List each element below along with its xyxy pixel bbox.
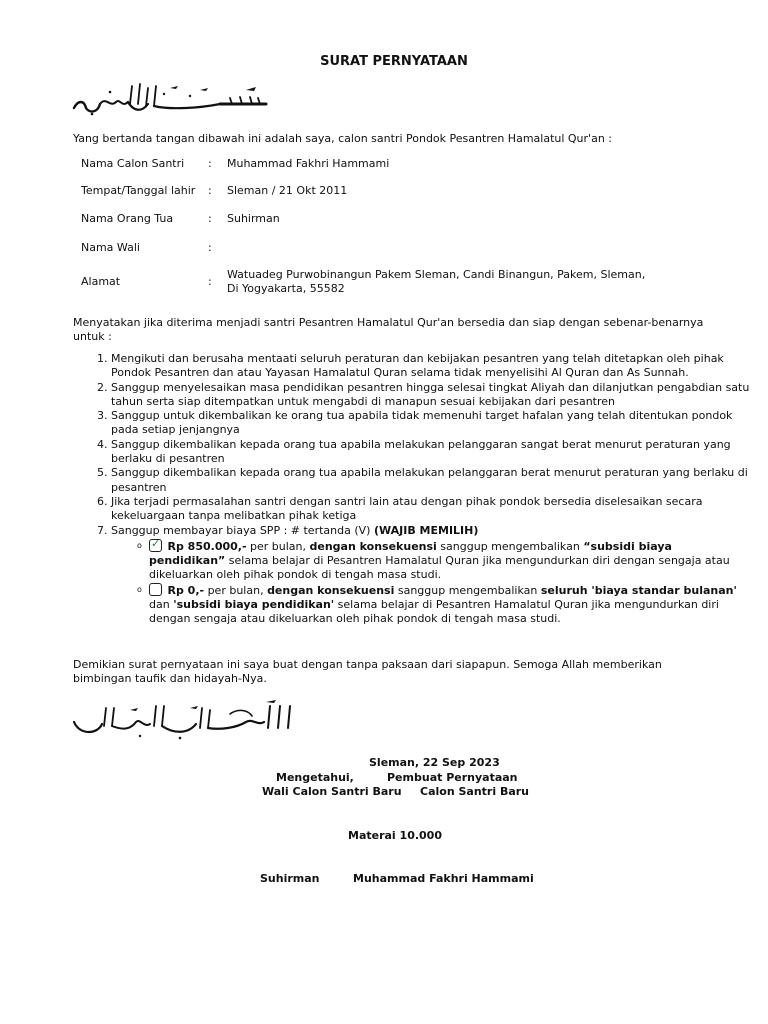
spp-option-text: per bulan, [246,539,310,553]
identity-table [73,150,657,302]
spp-option-text: per bulan, [204,583,268,597]
spp-option-text: selama belajar di Pesantren Hamalatul Quran jika mengundurkan diri dengan sengaja atau dikeluarkan oleh pihak pondok di tengah masa studi. [149,598,719,626]
list-item: 1. Mengikuti dan berusaha mentaati seluruh peraturan dan kebijakan pesantren yang telah ditetapkan oleh pihak Pondok Pesantren dan atau Yayasan Hamalatul Quran selama tidak menyelisihi Al Quran dan As Sunnah. [111,352,751,381]
identity-row [73,262,657,302]
identity-label: Nama Orang Tua [81,211,174,225]
spp-option-850000 [137,536,751,583]
spp-lead: Sanggup membayar biaya SPP : # tertanda (V) [111,523,374,537]
identity-value: Muhammad Fakhri Hammami [227,156,390,170]
identity-row [73,233,657,262]
signature-right-name: Muhammad Fakhri Hammami [353,872,534,885]
unchecked-checkbox-icon[interactable] [149,583,162,596]
spp-option-text: sanggup mengembalikan [394,583,541,597]
list-item: 2. Sanggup menyelesaikan masa pendidikan pesantren hingga selesai tingkat Aliyah dan dilanjutkan pengabdian satu tahun serta siap ditempatkan untuk mengabdi di manapun sesuai kebijakan dari pesantren [111,381,751,410]
identity-colon: : [208,211,212,225]
spp-option-text: sanggup mengembalikan [436,539,584,553]
signature-left-role2: Wali Calon Santri Baru [262,785,402,798]
list-item: 4. Sanggup dikembalikan kepada orang tua apabila melakukan pelanggaran sangat berat menurut peraturan yang berlaku di pesantren [111,438,751,467]
spp-option-bold: dengan konsekuensi [309,539,437,553]
identity-value [227,233,657,262]
spp-option-bold: dengan konsekuensi [267,583,395,597]
identity-label: Tempat/Tanggal lahir [81,183,196,197]
commitment-list [73,352,751,627]
spp-lead-bold: (WAJIB MEMILIH) [373,523,479,537]
signature-right-role1: Pembuat Pernyataan [387,771,518,784]
spp-option-amount: Rp 0,- [167,583,205,597]
spp-option-text: selama belajar di Pesantren Hamalatul Quran jika mengundurkan diri dengan sengaja atau dikeluarkan oleh pihak pondok di tengah masa studi. [149,554,730,582]
identity-value: Suhirman [227,211,280,225]
bismillah-calligraphy-icon [70,78,270,118]
alhamdulillah-calligraphy-icon [70,700,300,740]
identity-label: Nama Wali [81,240,140,254]
signature-left-role1: Mengetahui, [276,771,354,784]
list-item: 5. Sanggup dikembalikan kepada orang tua apabila melakukan pelanggaran berat menurut peraturan yang berlaku di pesantren [111,466,751,495]
identity-row [73,177,657,204]
identity-colon: : [208,183,212,197]
list-item-spp [111,524,751,627]
identity-colon: : [208,240,212,254]
spp-option-bold: seluruh 'biaya standar bulanan' [540,583,737,597]
identity-row [73,204,657,233]
intro-text: Yang bertanda tangan dibawah ini adalah saya, calon santri Pondok Pesantren Hamalatul Qur'an : [73,132,612,145]
identity-label: Alamat [81,275,121,288]
spp-option-0 [137,583,751,627]
spp-option-text: dan [149,598,174,612]
materai-label: Materai 10.000 [348,829,442,842]
checked-checkbox-icon[interactable] [149,536,162,552]
document-title: SURAT PERNYATAAN [320,54,468,69]
signature-right-role2: Calon Santri Baru [420,785,530,798]
checkmark-icon: o ✓ [151,536,161,550]
identity-label: Nama Calon Santri [81,156,185,170]
statement-text: Menyatakan jika diterima menjadi santri Pesantren Hamalatul Qur'an bersedia dan siap dengan sebenar-benarnya untuk : [73,316,704,343]
signature-place-date: Sleman, 22 Sep 2023 [369,756,500,769]
spp-option-bold: 'subsidi biaya pendidikan' [173,598,335,612]
signature-left-name: Suhirman [260,872,320,885]
closing-text: Demikian surat pernyataan ini saya buat dengan tanpa paksaan dari siapapun. Semoga Allah memberikan bimbingan taufik dan hidayah-Nya. [73,658,662,685]
list-item: 3. Sanggup untuk dikembalikan ke orang tua apabila tidak memenuhi target hafalan yang telah ditentukan pondok pada setiap jenjangnya [111,409,751,438]
spp-options [111,536,751,627]
identity-value: Watuadeg Purwobinangun Pakem Sleman, Candi Binangun, Pakem, Sleman, Di Yogyakarta, 55582 [227,268,646,295]
list-item: 6. Jika terjadi permasalahan santri dengan santri lain atau dengan pihak pondok bersedia diselesaikan secara kekeluargaan tanpa melibatkan pihak ketiga [111,495,751,524]
identity-row [73,150,657,177]
spp-option-amount: Rp 850.000,- [167,539,247,553]
identity-colon: : [208,275,212,288]
identity-colon: : [208,156,212,170]
identity-value: Sleman / 21 Okt 2011 [227,183,348,197]
spp-option-bold: “subsidi biaya pendidikan” [149,539,672,568]
